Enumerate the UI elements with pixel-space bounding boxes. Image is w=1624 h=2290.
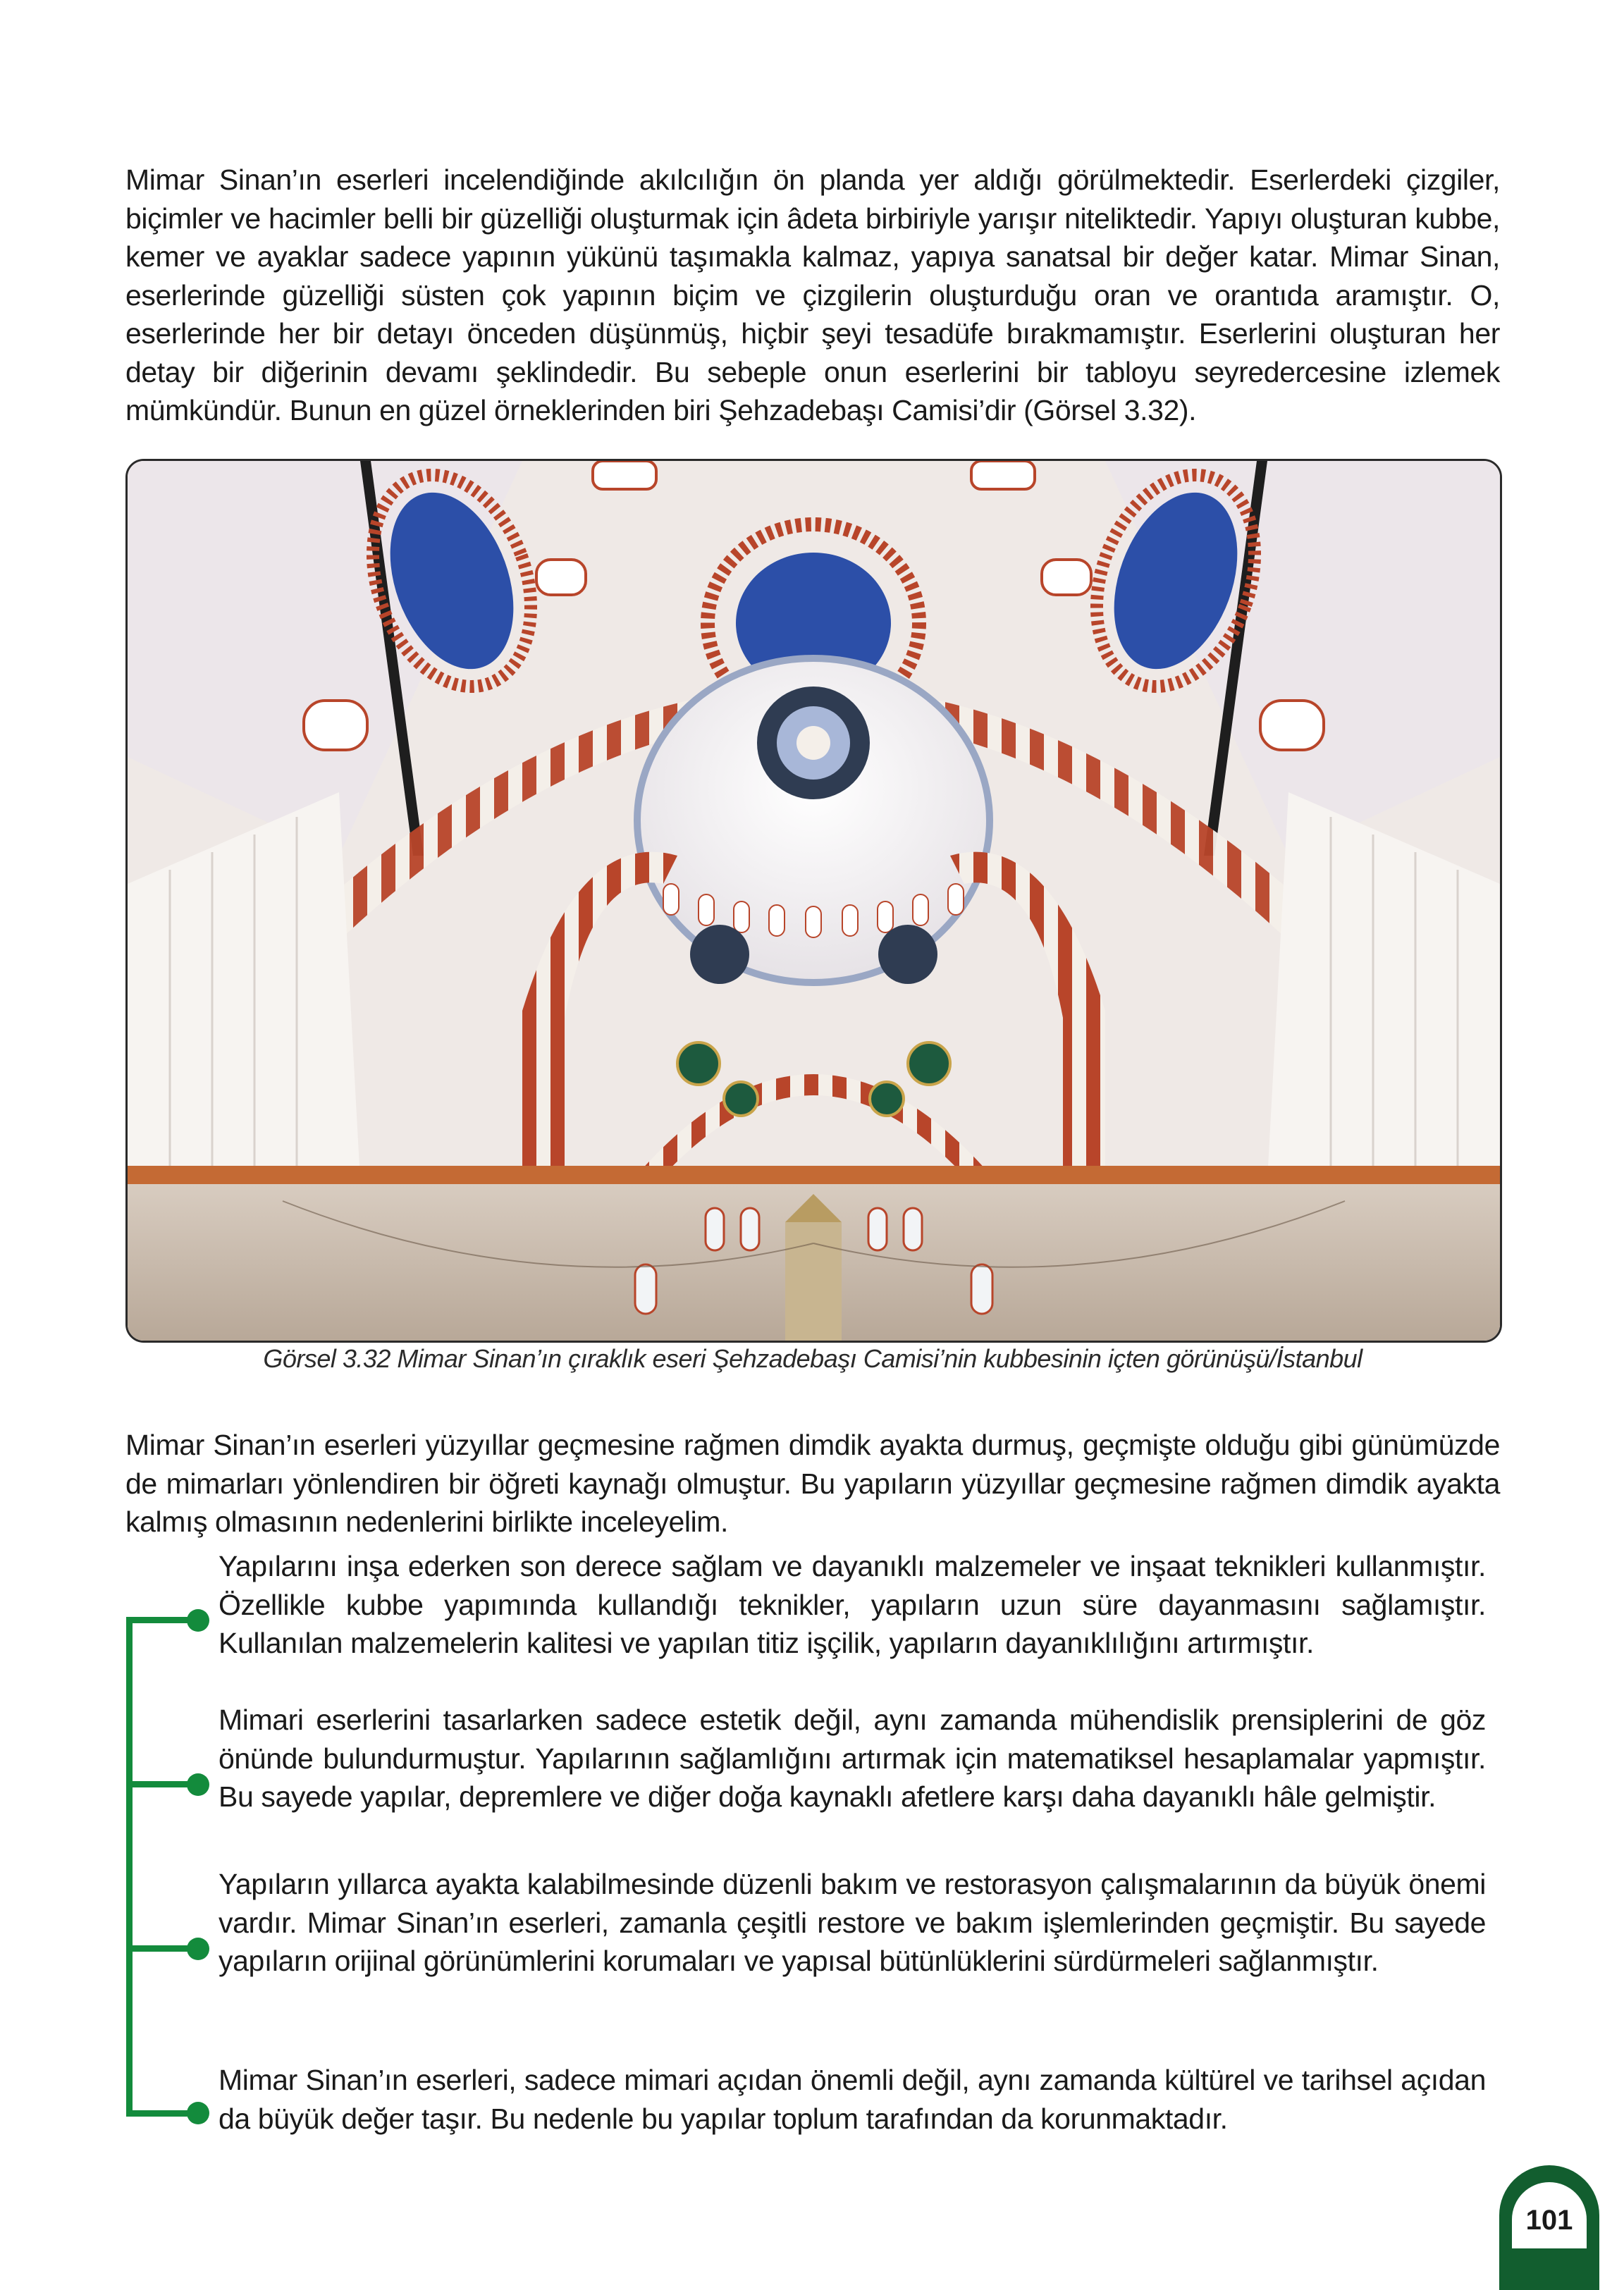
bullet-item-1: Yapılarını inşa ederken son derece sağlam ve dayanıklı malzemeler ve inşaat teknikleri kullanmıştır. Özellikle kubbe yapımında kullandığı teknikler, yapıların uzun süre dayanmasını sağlamıştır. Kullanılan malzemelerin kalitesi ve yapılan titiz işçilik, yapıların dayanıklılığını artırmıştır. bbox=[219, 1550, 1486, 1659]
figure-caption: Görsel 3.32 Mimar Sinan’ın çıraklık eseri Şehzadebaşı Camisi’nin kubbesinin içten görünüşü/İstanbul bbox=[263, 1344, 1362, 1373]
bullet-dot-icon bbox=[187, 1938, 209, 1960]
page-number: 101 bbox=[1512, 2182, 1587, 2248]
bullet-connector bbox=[126, 1781, 197, 1787]
bullet-item-3: Yapıların yıllarca ayakta kalabilmesinde düzenli bakım ve restorasyon çalışmalarının da büyük önemi vardır. Mimar Sinan’ın eserleri, zamanla çeşitli restore ve bakım işlemlerinden geçmiştir. Bu sayede yapıların orijinal görünümlerini korumaları ve yapısal bütünlüklerini sürdürmeleri sağlanmıştır. bbox=[219, 1868, 1486, 1977]
bullet-item-2: Mimari eserlerini tasarlarken sadece estetik değil, aynı zamanda mühendislik prensiplerini de göz önünde bulundurmuştur. Yapılarının sağlamlığını artırmak için matematiksel hesaplamalar yapmıştır. Bu sayede yapılar, depremlere ve diğer doğa kaynaklı afetlere karşı daha dayanıklı hâle gelmiştir. bbox=[219, 1704, 1486, 1813]
mosque-interior-illustration bbox=[128, 461, 1500, 1341]
bullet-item-4: Mimar Sinan’ın eserleri, sadece mimari açıdan önemli değil, aynı zamanda kültürel ve tarihsel açıdan da büyük değer taşır. Bu nedenle bu yapılar toplum tarafından da korunmaktadır. bbox=[219, 2064, 1486, 2135]
second-paragraph: Mimar Sinan’ın eserleri yüzyıllar geçmesine rağmen dimdik ayakta durmuş, geçmişte olduğu gibi günümüzde de mimarları yönlendiren bir öğreti kaynağı olmuştur. Bu yapıların yüzyıllar geçmesine rağmen dimdik ayakta kalmış olmasının nedenlerini birlikte inceleyelim. bbox=[125, 1429, 1500, 1538]
bullet-dot-icon bbox=[187, 1609, 209, 1632]
bullet-connector bbox=[126, 2110, 197, 2117]
bullet-connector bbox=[126, 1617, 197, 1623]
page-number-tab bbox=[1499, 2165, 1599, 2290]
intro-paragraph: Mimar Sinan’ın eserleri incelendiğinde akılcılığın ön planda yer aldığı görülmektedir. Eserlerdeki çizgiler, biçimler ve hacimler belli bir güzelliği oluşturmak için âdeta birbiriyle yarışır niteliktedir. Yapıyı oluşturan kubbe, kemer ve ayaklar sadece yapının yükünü taşımakla kalmaz, yapıya sanatsal bir değer katar. Mimar Sinan, eserlerinde güzelliği süsten çok yapının biçim ve çizgilerin oluşturduğu oran ve orantıda aramıştır. O, eserlerinde her bir detayı önceden düşünmüş, hiçbir şeyi tesadüfe bırakmamıştır. Eserlerini oluşturan her detay bir diğerinin devamı şeklindedir. Bu sebeple onun eserlerini bir tabloyu seyredercesine izlemek mümkündür. Bunun en güzel örneklerinden biri Şehzadebaşı Camisi’dir (Görsel 3.32). bbox=[125, 164, 1500, 426]
bullet-dot-icon bbox=[187, 1773, 209, 1796]
bullet-connector bbox=[126, 1945, 197, 1952]
bullet-bracket-line bbox=[126, 1617, 133, 2114]
bullet-dot-icon bbox=[187, 2102, 209, 2124]
mosque-dome-photo bbox=[125, 459, 1502, 1343]
